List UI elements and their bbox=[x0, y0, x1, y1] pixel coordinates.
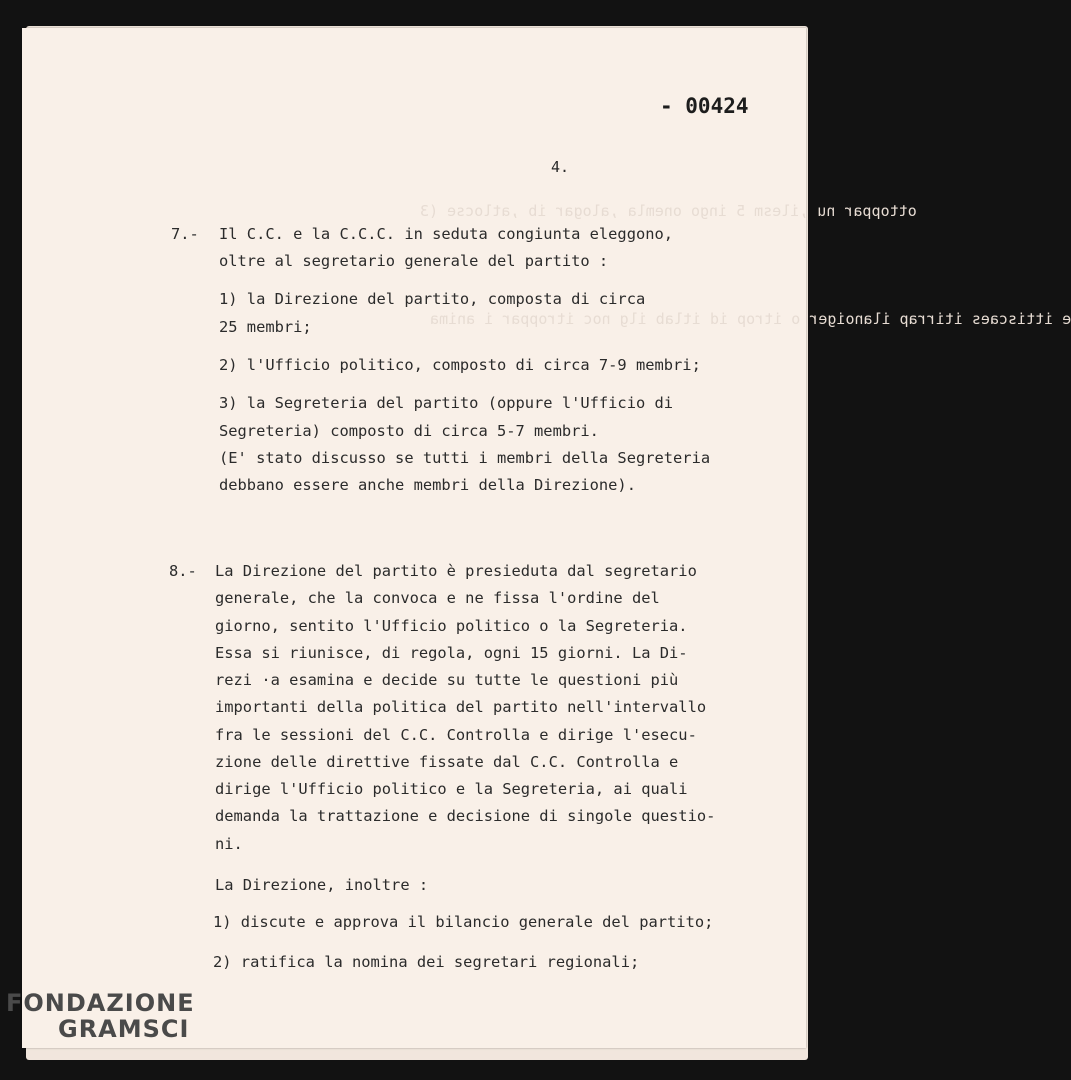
text-line: zione delle direttive fissate dal C.C. Controlla e bbox=[215, 753, 679, 771]
text-line: La Direzione, inoltre : bbox=[215, 876, 429, 894]
text-line: Il C.C. e la C.C.C. in seduta congiunta eleggono, bbox=[219, 225, 674, 243]
page-number: 4. bbox=[551, 158, 570, 176]
text-line: oltre al segretario generale del partito : bbox=[219, 252, 609, 270]
archive-number: - 00424 bbox=[660, 94, 749, 118]
text-line: giorno, sentito l'Ufficio politico o la Segreteria. bbox=[215, 617, 688, 635]
watermark-logo bbox=[6, 990, 195, 1042]
text-line: dirige l'Ufficio politico e la Segreteria, ai quali bbox=[215, 780, 688, 798]
text-line: fra le sessioni del C.C. Controlla e dirige l'esecu- bbox=[215, 726, 697, 744]
text-line: ni. bbox=[215, 835, 243, 853]
text-line: importanti della politica del partito nell'intervallo bbox=[215, 698, 707, 716]
list-item-line: Segreteria) composto di circa 5-7 membri. bbox=[219, 422, 599, 440]
show-through-text: ottoppar nu ,ilesm 5 ingo onemla ,alogar ib ,atlocse (3 bbox=[420, 202, 917, 220]
section-8-number: 8.- bbox=[169, 562, 197, 580]
watermark-line-2: GRAMSCI bbox=[58, 1015, 190, 1043]
list-item-line: 2) ratifica la nomina dei segretari regionali; bbox=[213, 953, 640, 971]
list-item-line: (E' stato discusso se tutti i membri della Segreteria bbox=[219, 449, 711, 467]
list-item-line: 1) la Direzione del partito, composta di circa bbox=[219, 290, 646, 308]
watermark-line-1: FONDAZIONE bbox=[6, 989, 195, 1017]
show-through-text: e ittiscaes itirrap ilanoiger o itrop id itlab ilg noc itroppar i anima bbox=[430, 310, 1071, 328]
list-item-line: 25 membri; bbox=[219, 318, 312, 336]
list-item-line: 3) la Segreteria del partito (oppure l'Ufficio di bbox=[219, 394, 674, 412]
text-line: rezi ·a esamina e decide su tutte le questioni più bbox=[215, 671, 679, 689]
section-7-number: 7.- bbox=[171, 225, 199, 243]
list-item-line: debbano essere anche membri della Direzione). bbox=[219, 476, 636, 494]
text-line: Essa si riunisce, di regola, ogni 15 giorni. La Di- bbox=[215, 644, 688, 662]
document-page bbox=[22, 28, 806, 1048]
list-item-line: 2) l'Ufficio politico, composto di circa 7-9 membri; bbox=[219, 356, 701, 374]
text-line: generale, che la convoca e ne fissa l'ordine del bbox=[215, 589, 660, 607]
list-item-line: 1) discute e approva il bilancio generale del partito; bbox=[213, 913, 714, 931]
text-line: demanda la trattazione e decisione di singole questio- bbox=[215, 807, 716, 825]
text-line: La Direzione del partito è presieduta dal segretario bbox=[215, 562, 697, 580]
